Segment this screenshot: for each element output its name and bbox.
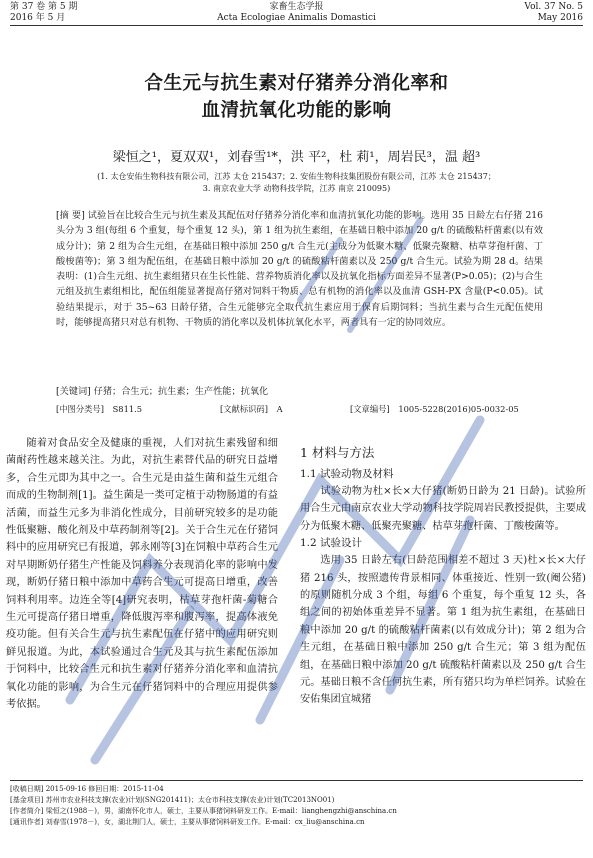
received-value: 2015-09-16 修回日期：2015-11-04 <box>45 785 164 793</box>
right-column <box>300 443 586 709</box>
doc-code-value: A <box>276 404 283 414</box>
clc-field <box>56 403 142 415</box>
paragraph-1-2: 选用 35 日龄左右(日龄范围相差不超过 3 天)杜×长×大仔猪 216 头，按照遗传背景相同、体重接近、性别一致(阉公猪)的原则随机分成 3 个组，每组 6 个重复，每个重复 12 头，各组之间的初始体重差异不显著。第 1 组为抗生素组，在基础日粮中添加 20 g/t 的硫酸粘杆菌素(以有效成分计)；第 2 组为合生元组，在基础日粮中添加 250 g/t 合生元；第 3 组为配伍组，在基础日粮中添加 20 g/t 硫酸粘杆菌素以及 250 g/t 合生元。基础日粮不含任何抗生素，所有猪只均为单栏饲养。试验在安佑集团宜城猪 <box>300 555 586 706</box>
date-cn: 2016 年 5 月 <box>10 13 66 23</box>
header-center <box>10 2 583 24</box>
clc-label: [中图分类号] <box>56 404 104 414</box>
affiliations <box>0 171 593 195</box>
article-id-label: [文章编号] <box>350 404 390 414</box>
doc-code-field <box>220 403 283 415</box>
intro-paragraph: 随着对食品安全及健康的重视，人们对抗生素残留和细菌耐药性越来越关注。为此，对抗生素替代品的研究日益增多，合生元即为其中之一。合生元是由益生菌和益生元组合而成的生物制剂[1]。益生菌是一类可定植于动物肠道的有益活菌，而益生元多为非消化性成分，目前研究较多的是功能性低聚糖、酸化剂及中草药制剂等[2]。关于合生元在仔猪饲料中的应用研究已有报道，郭永刚等[3]在饲粮中草药合生元对早期断奶仔猪生产性能及饲料养分表现消化率的影响中发现，断奶仔猪日粮中添加中草药合生元可提高日增重，改善饲料利用率。边连全等[4]研究表明，枯草芽孢杆菌-菊糖合生元可提高仔猪日增重，降低腹泻率和腹泻率，提高体液免疫功能。但有关合生元与抗生素配伍在仔猪中的应用研究则鲜见报道。为此，本试验通过合生元及其与抗生素配伍添加于饲料中，比较合生元和抗生素对仔猪养分消化率和血清抗氧化功能的影响，为合生元在仔猪饲料中的合理应用提供参考依据。 <box>6 438 278 711</box>
article-id-field <box>350 403 519 415</box>
abstract <box>56 208 543 330</box>
volume-en: Vol. 37 No. 5 <box>524 2 583 12</box>
footnote-fund <box>10 795 583 806</box>
keywords <box>56 385 543 399</box>
journal-name-cn: 家畜生态学报 <box>269 2 324 12</box>
title-line-2: 血清抗氧化功能的影响 <box>201 100 392 121</box>
keywords-label: [关键词] <box>56 386 91 397</box>
header-right <box>524 2 583 24</box>
section-heading-1: 1 材料与方法 <box>300 445 375 460</box>
author-label: [作者简介] <box>10 807 44 815</box>
date-en: May 2016 <box>537 13 583 23</box>
fund-label: [基金项目] <box>10 796 44 804</box>
section-heading-1-2: 1.2 试验设计 <box>300 537 363 550</box>
article-title <box>0 70 593 124</box>
corresponding-value: 刘春雪(1978－)，女，湖北荆门人，硕士，主要从事猪饲料研发工作。E-mail：cx_liu@anschina.cn <box>45 818 365 826</box>
footnotes <box>10 780 583 828</box>
clc-value: S811.5 <box>112 404 143 414</box>
affiliation-line-1: (1. 太仓安佑生物科技有限公司，江苏 太仓 215437；2. 安佑生物科技集团股份有限公司，江苏 太仓 215437； <box>97 172 496 181</box>
author-list: 梁恒之¹，夏双双¹，刘春雪¹*，洪 平²，杜 莉¹，周岩民³，温 超³ <box>112 150 481 165</box>
abstract-label: [摘 要] <box>56 210 85 221</box>
footnote-received <box>10 784 583 795</box>
footnote-author <box>10 806 583 817</box>
journal-name-en: Acta Ecologiae Animalis Domastici <box>217 13 376 23</box>
header-rule <box>10 25 583 26</box>
fund-value: 苏州市农业科技支撑(农业)计划(SNG201411)；太仓市科技支撑(农业)计划(TC2013NO01) <box>45 796 335 804</box>
volume-cn: 第 37 卷 第 5 期 <box>10 2 78 12</box>
title-line-1: 合生元与抗生素对仔猪养分消化率和 <box>144 73 449 94</box>
running-header <box>10 2 583 26</box>
keywords-text: 仔猪；合生元；抗生素；生产性能；抗氧化 <box>93 386 269 397</box>
abstract-text: 试验旨在比较合生元与抗生素及其配伍对仔猪养分消化率和血清抗氧化功能的影响。选用 35 日龄左右仔猪 216 头分为 3 组(每组 6 个重复，每个重复 12 头)，第 1 组为抗生素组，在基础日粮中添加 20 g/t 的硫酸粘杆菌素(以有效成分计)；第 2 组为合生元组，在基础日粮中添加 250 g/t 合生元(主成分为低聚木糖、低聚壳聚糖、枯草芽孢杆菌、丁酸梭菌等)；第 3 组为配伍组，在基础日粮中添加 20 g/t 的硫酸粘杆菌素以及 250 g/t 合生元。试验为期 28 d。结果表明：(1)合生元组、抗生素组猪只在生长性能、营养物质消化率以及抗氧化指标方面差异不显著(P>0.05)；(2)与合生元组及抗生素组相比，配伍组能显著提高仔猪对饲料干物质、总有机物的消化率以及血清 GSH-PX 含量(P<0.05)。试验结果提示，对于 35~63 日龄仔猪，合生元能够完全取代抗生素应用于保育后期饲料；当抗生素与合生元配伍使用时，能够提高猪只对总有机物、干物质的消化率以及机体抗氧化水平，两者具有一定的协同效应。 <box>56 210 543 329</box>
received-label: [收稿日期] <box>10 785 44 793</box>
author-value: 梁恒之(1988－)，男，湖南怀化市人，硕士，主要从事猪饲料研发工作。E-mail：lianghengzhi@anschina.cn <box>45 807 397 815</box>
doc-code-label: [文献标识码] <box>220 404 268 414</box>
footnote-corresponding <box>10 817 583 828</box>
left-column <box>6 435 278 714</box>
corresponding-label: [通讯作者] <box>10 818 44 826</box>
section-heading-1-1: 1.1 试验动物及材料 <box>300 468 394 480</box>
article-id-value: 1005-5228(2016)05-0032-05 <box>398 404 519 414</box>
paragraph-1-1: 试验动物为杜×长×大仔猪(断奶日龄为 21 日龄)。试验所用合生元由南京农业大学动物科技学院周岩民教授提供，主要成分为低聚木糖、低聚壳聚糖、枯草芽孢杆菌、丁酸梭菌等。 <box>300 486 586 532</box>
affiliation-line-2: 3. 南京农业大学 动物科技学院，江苏 南京 210095) <box>202 184 391 193</box>
